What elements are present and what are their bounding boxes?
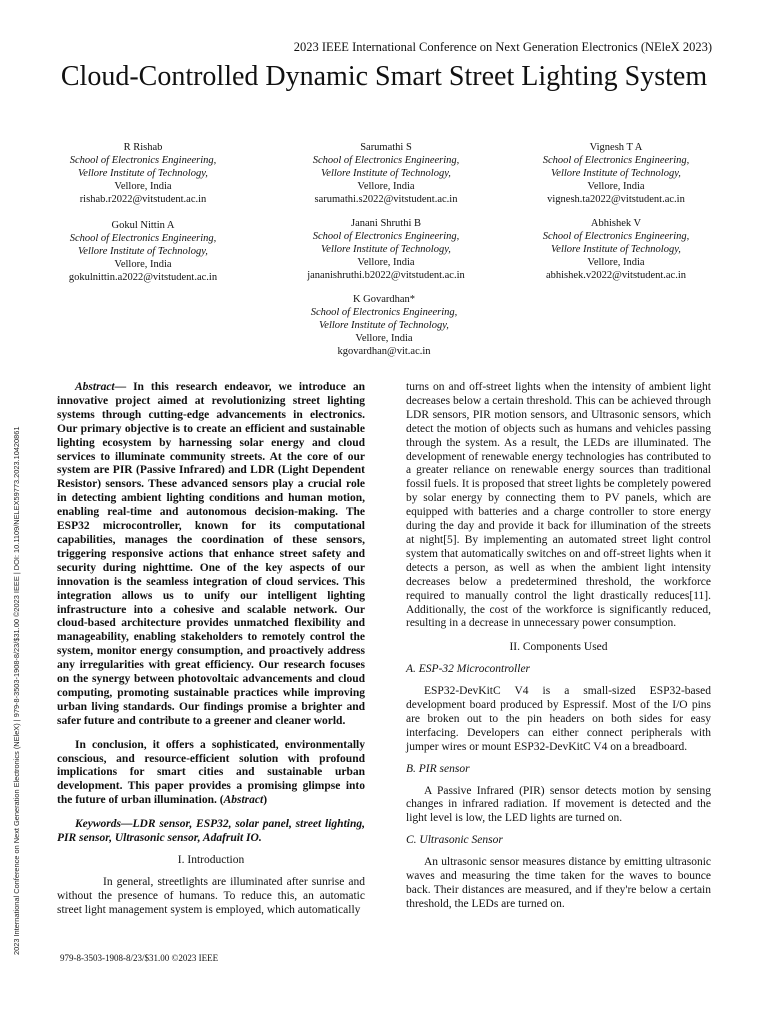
- ultrasonic-text: An ultrasonic sensor measures distance by emitting ultrasonic waves and measuring the time taken for the waves to bounce back. Their distances are measured, and if they're below a certain threshold, the LEDs are turned on.: [406, 856, 711, 910]
- author-name: Gokul Nittin A: [111, 220, 175, 231]
- paper-title: Cloud-Controlled Dynamic Smart Street Lighting System: [60, 61, 708, 92]
- author-name: Janani Shruthi B: [351, 218, 421, 229]
- author-institute: Vellore Institute of Technology,: [321, 244, 451, 255]
- author-city: Vellore, India: [587, 181, 645, 192]
- esp32-text: ESP32-DevKitC V4 is a small-sized ESP32-based development board produced by Espressif. Most of the I/O pins are broken out to the pin headers on both sides for easy interfacing. Developers can either connect peripherals with jumper wires or mount ESP32-DevKitC V4 on a breadboard.: [406, 685, 711, 753]
- author-institute: Vellore Institute of Technology,: [78, 168, 208, 179]
- author-block: [264, 293, 504, 358]
- author-affiliation: School of Electronics Engineering,: [542, 155, 690, 166]
- author-email: vignesh.ta2022@vitstudent.ac.in: [547, 194, 685, 205]
- abstract: [57, 381, 365, 729]
- author-institute: Vellore Institute of Technology,: [321, 168, 451, 179]
- author-city: Vellore, India: [357, 181, 415, 192]
- copyright-footer: 979-8-3503-1908-8/23/$31.00 ©2023 IEEE: [60, 953, 219, 963]
- author-affiliation: School of Electronics Engineering,: [69, 155, 217, 166]
- author-block: [266, 217, 506, 282]
- subsection-heading-pir: B. PIR sensor: [406, 762, 470, 775]
- author-block: [496, 141, 736, 206]
- abstract-label: Abstract: [75, 381, 115, 393]
- subsection-heading-esp32: A. ESP-32 Microcontroller: [406, 663, 531, 676]
- author-city: Vellore, India: [587, 257, 645, 268]
- author-city: Vellore, India: [114, 181, 172, 192]
- author-name: Sarumathi S: [360, 142, 412, 153]
- author-institute: Vellore Institute of Technology,: [551, 168, 681, 179]
- author-block: [496, 217, 736, 282]
- author-city: Vellore, India: [357, 257, 415, 268]
- author-affiliation: School of Electronics Engineering,: [542, 231, 690, 242]
- author-email: sarumathi.s2022@vitstudent.ac.in: [314, 194, 458, 205]
- right-column: [406, 381, 711, 912]
- author-institute: Vellore Institute of Technology,: [78, 246, 208, 257]
- conference-header: 2023 IEEE International Conference on Next Generation Electronics (NEleX 2023): [293, 40, 712, 54]
- author-affiliation: School of Electronics Engineering,: [312, 155, 460, 166]
- author-block: [23, 219, 263, 284]
- author-name: R Rishab: [123, 142, 163, 153]
- author-name: K Govardhan*: [352, 294, 416, 305]
- abstract-conclusion-tag: Abstract: [223, 794, 264, 807]
- author-city: Vellore, India: [355, 333, 413, 344]
- abstract-conclusion-end: ): [263, 794, 268, 807]
- author-institute: Vellore Institute of Technology,: [319, 320, 449, 331]
- doi-sidebar: 2023 International Conference on Next Generation Electronics (NEleX) | 979-8-3503-1908-8/23/$31.00 ©2023 IEEE | DOI: 10.1109/NELEX59773.2023.10420861: [12, 426, 21, 955]
- keywords: Keywords—LDR sensor, ESP32, solar panel, street lighting, PIR sensor, Ultrasonic sensor, Adafruit IO.: [57, 818, 365, 845]
- abstract-text: — In this research endeavor, we introduce an innovative project aimed at revolutionizing street lighting systems through cutting-edge advancements in electronics. Our primary objective is to create an efficient and sustainable lighting ecosystem by harnessing solar energy and cloud services to illuminate community streets. At the core of our system are PIR (Passive Infrared) and LDR (Light Dependent Resistor) sensors. These advanced sensors play a crucial role in detecting ambient lighting conditions and human motion, enabling real-time and autonomous decision-making. The ESP32 microcontroller, known for its computational capabilities, manages the coordination of these sensors, triggering responsive actions that enhance street safety and security during nighttime. One of the key aspects of our innovation is the seamless integration of cloud services. This integration allows us to unify our intelligent lighting infrastructure into a cohesive and scalable network. Our cloud-based architecture provides unmatched flexibility and manageability, enabling stakeholders to remotely control the system, monitor energy consumption, and proactively address any irregularities with great efficiency. Our research focuses on the synergy between photovoltaic advancements and cloud computing, promoting sustainable practices while improving urban living standards. Our findings promise a brighter and safer future and contribute to a greener and cleaner world.: [57, 381, 365, 727]
- abstract-conclusion-text: In conclusion, it offers a sophisticated, environmentally conscious, and resource-efficient solution with profound implications for smart cities and sustainable urban development. This paper provides a promising glimpse into the future of urban illumination. (: [57, 738, 365, 807]
- section-heading-introduction: I. Introduction: [177, 854, 245, 866]
- introduction-text: In general, streetlights are illuminated after sunrise and without the presence of humans. To reduce this, an automatic street light management system is employed, which automatically: [57, 875, 365, 916]
- author-name: Vignesh T A: [589, 142, 643, 153]
- author-affiliation: School of Electronics Engineering,: [310, 307, 458, 318]
- author-affiliation: School of Electronics Engineering,: [312, 231, 460, 242]
- section-heading-components: II. Components Used: [509, 641, 608, 654]
- subsection-heading-ultrasonic: C. Ultrasonic Sensor: [406, 834, 503, 847]
- pir-text: A Passive Infrared (PIR) sensor detects motion by sensing changes in infrared radiation. If movement is detected and the light level is low, the LED lights are turned on.: [406, 784, 711, 825]
- abstract-conclusion: [57, 739, 365, 809]
- author-name: Abhishek V: [590, 218, 642, 229]
- author-email: kgovardhan@vit.ac.in: [337, 346, 431, 357]
- author-city: Vellore, India: [114, 259, 172, 270]
- introduction-continued: turns on and off-street lights when the intensity of ambient light decreases below a certain threshold. This can be achieved through LDR sensors, PIR motion sensors, and Ultrasonic sensors, which detect the motion of objects such as humans and vehicles passing through the system. As a result, the LEDs are illuminated. The development of renewable energy technologies has contributed to a greater reliance on renewable energy sources than traditional fossil fuels. It is proposed that street lights be completely powered by solar energy by connecting them to PV panels, which are equipped with batteries and a charge controller to store energy during the day and provide it back for illumination of the streets at night[5]. By implementing an automated street light control system that automatically switches on and off-street lights when it detects a person, as well as when the ambient light intensity decreases below a predetermined threshold, the workforce required to manually control the light drastically reduces[11]. Additionally, the cost of the workforce is significantly reduced, resulting in a decrease in unnecessary power consumption.: [406, 381, 712, 630]
- author-email: abhishek.v2022@vitstudent.ac.in: [545, 270, 687, 281]
- author-email: gokulnittin.a2022@vitstudent.ac.in: [68, 272, 218, 283]
- author-institute: Vellore Institute of Technology,: [551, 244, 681, 255]
- author-block: [266, 141, 506, 206]
- left-column: [57, 381, 365, 918]
- author-affiliation: School of Electronics Engineering,: [69, 233, 217, 244]
- author-block: [23, 141, 263, 206]
- author-email: jananishruthi.b2022@vitstudent.ac.in: [307, 270, 465, 281]
- author-email: rishab.r2022@vitstudent.ac.in: [79, 194, 207, 205]
